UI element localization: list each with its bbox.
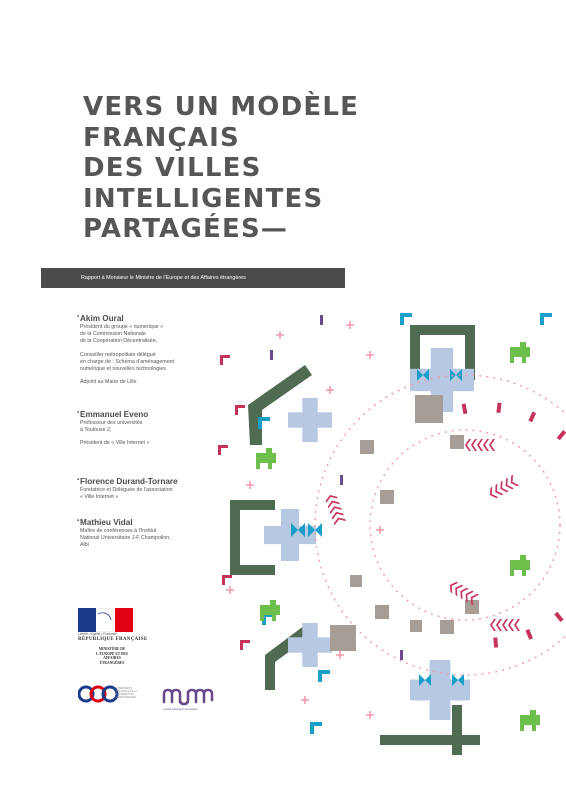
pink-plus [366, 711, 374, 719]
author-marker: ▪ [77, 314, 80, 320]
crimson-corner [220, 355, 230, 365]
blue-cross [288, 412, 332, 427]
author-block-oural [77, 314, 175, 386]
taupe-square [415, 395, 443, 423]
cnnum-label: conseil national du numérique [163, 708, 198, 711]
green-motif [260, 600, 280, 621]
author-role: Adjoint au Maire de Lille [80, 379, 137, 386]
author-role: Fondatrice et Déléguée de l'association [80, 487, 173, 493]
taupe-square [380, 490, 394, 504]
crimson-dash [462, 404, 468, 415]
purple-tick [270, 350, 273, 360]
author-role: de la Coopération Décentralisée, [80, 338, 158, 345]
author-role: Président du groupe « numérique » [80, 324, 164, 330]
crimson-dash [528, 411, 536, 422]
marianne-icon [78, 608, 133, 632]
crimson-feather [490, 619, 520, 631]
author-block-durand-tornare [77, 477, 178, 501]
pink-plus [276, 331, 284, 339]
crimson-feather [465, 439, 495, 451]
taupe-square [450, 435, 464, 449]
author-marker: ▪ [77, 410, 80, 416]
crimson-feather [324, 493, 346, 525]
title-line: PARTAGÉES— [83, 214, 289, 244]
crimson-dash [557, 430, 566, 440]
cyan-corner [318, 670, 330, 682]
pink-plus [226, 586, 234, 594]
cover-artwork [210, 295, 566, 755]
crimson-dash [525, 629, 532, 640]
report-title [83, 92, 413, 245]
purple-tick [320, 315, 323, 325]
author-block-vidal [77, 518, 171, 550]
green-motif [520, 710, 540, 731]
author-marker: ▪ [77, 518, 80, 524]
crimson-dash [493, 637, 498, 647]
purple-tick [340, 475, 343, 485]
author-name: Akim Oural [80, 314, 124, 323]
author-marker: ▪ [77, 477, 80, 483]
cyan-corner [310, 722, 322, 734]
cncd-label: COMMISSION NATIONALE DE LA COOPÉRATION DÉCENTRALISÉE [116, 687, 137, 699]
green-bracket [230, 557, 275, 575]
pink-plus [376, 526, 384, 534]
republique-francaise-logo [78, 608, 133, 632]
title-line: DES VILLES [83, 153, 262, 183]
blue-cross [288, 637, 332, 652]
cyan-corner [258, 417, 270, 429]
pink-plus [336, 651, 344, 659]
crimson-corner [222, 575, 232, 585]
author-name: Mathieu Vidal [80, 518, 133, 527]
taupe-square [360, 440, 374, 454]
green-motif [510, 342, 530, 363]
author-role: numérique et nouvelles technologies [80, 366, 166, 373]
pink-plus [346, 321, 354, 329]
author-role: National Universitaire J-F Champolion, [80, 535, 171, 542]
pink-ring [370, 430, 560, 620]
cyan-corner [400, 313, 412, 325]
green-motif [256, 448, 276, 469]
title-line: VERS UN MODÈLE [83, 92, 360, 122]
republic-motto: Liberté • Égalité • Fraternité [78, 632, 117, 636]
pink-plus [301, 696, 309, 704]
author-role: Président de « Ville Internet » [80, 440, 150, 447]
author-role: Maître de conférences à l'Institut [80, 528, 157, 534]
crimson-corner [218, 445, 228, 455]
crimson-dash [496, 403, 501, 413]
author-role: Professeur des universités [80, 420, 143, 426]
ministry-label: MINISTÈRE DE L'EUROPE ET DES AFFAIRES ÉTRANGÈRES [96, 647, 128, 665]
taupe-square [410, 620, 422, 632]
taupe-square [330, 625, 356, 651]
author-role: en charge de : Schéma d'aménagement [80, 358, 175, 365]
crimson-corner [240, 640, 250, 650]
cyan-corner [540, 313, 552, 325]
crimson-dash [554, 612, 563, 622]
crimson-corner [235, 405, 245, 415]
republic-label: RÉPUBLIQUE FRANÇAISE [78, 637, 148, 642]
taupe-square [375, 605, 389, 619]
green-bracket [452, 705, 462, 755]
pink-plus [326, 386, 334, 394]
title-line: INTELLIGENTES [83, 183, 324, 214]
report-banner: Rapport à Monsieur le Ministre de l'Europe et des Affaires étrangères [41, 268, 345, 288]
author-role: Albi [80, 542, 89, 549]
purple-tick [400, 650, 403, 660]
green-bracket [380, 735, 480, 745]
title-line: FRANÇAIS [83, 122, 240, 153]
taupe-square [440, 620, 454, 634]
pink-plus [246, 481, 254, 489]
taupe-square [350, 575, 362, 587]
author-block-eveno [77, 410, 150, 448]
author-name: Emmanuel Eveno [80, 410, 149, 419]
author-role: Conseiller métropolitain délégué [80, 351, 156, 358]
author-role: « Ville Internet » [80, 494, 119, 501]
author-role: de la Commission Nationale [80, 331, 146, 338]
author-name: Florence Durand-Tornare [80, 477, 178, 486]
green-motif [510, 555, 530, 576]
crimson-feather [487, 475, 519, 500]
pink-plus [366, 351, 374, 359]
author-role: à Toulouse 2, [80, 427, 112, 434]
